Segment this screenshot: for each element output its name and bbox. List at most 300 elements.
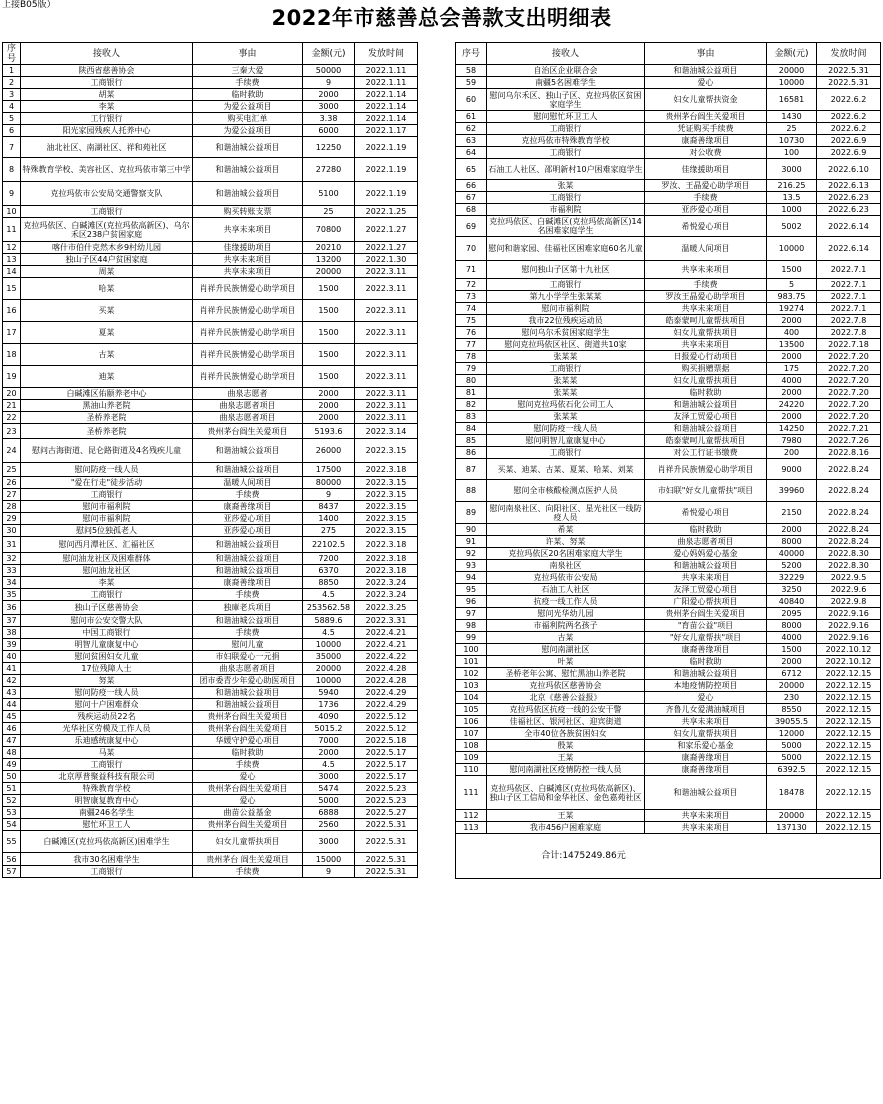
- date-cell: 2022.6.23: [817, 192, 881, 204]
- reason-cell: 肖祥升民族情爱心助学项目: [645, 459, 767, 480]
- reason-cell: 共享未来项目: [645, 716, 767, 728]
- serial-cell: 57: [3, 866, 21, 878]
- date-cell: 2022.3.31: [355, 615, 418, 627]
- recipient-cell: 光华社区劳模及工作人员: [21, 723, 193, 735]
- recipient-cell: 工商银行: [21, 206, 193, 218]
- table-row: [3, 366, 418, 388]
- recipient-cell: "爱在行走"徒步活动: [21, 477, 193, 489]
- date-cell: 2022.5.23: [355, 795, 418, 807]
- amount-cell: 8550: [767, 704, 817, 716]
- recipient-cell: 李某: [21, 577, 193, 589]
- amount-cell: 20210: [303, 242, 355, 254]
- recipient-cell: 夏某: [21, 322, 193, 344]
- amount-cell: 9: [303, 77, 355, 89]
- recipient-cell: 慰问市福利院: [21, 513, 193, 525]
- date-cell: 2022.7.20: [817, 399, 881, 411]
- recipient-cell: 黑油山养老院: [21, 400, 193, 412]
- reason-cell: 贵州茅台阎生关爱项目: [193, 723, 303, 735]
- serial-cell: 49: [3, 759, 21, 771]
- reason-cell: 妇女儿童帮扶项目: [645, 375, 767, 387]
- recipient-cell: 慰问乌尔禾贫困家庭学生: [487, 327, 645, 339]
- amount-cell: 230: [767, 692, 817, 704]
- serial-cell: 81: [456, 387, 487, 399]
- amount-cell: 6000: [303, 125, 355, 137]
- amount-cell: 983.75: [767, 291, 817, 303]
- table-row: [3, 278, 418, 300]
- table-row: [456, 822, 881, 834]
- table-row: [3, 783, 418, 795]
- reason-cell: 康裔善缘项目: [645, 644, 767, 656]
- table-row: [3, 853, 418, 866]
- reason-cell: 温暖人间项目: [193, 477, 303, 489]
- serial-cell: 59: [456, 77, 487, 89]
- recipient-cell: 张某某: [487, 411, 645, 423]
- serial-cell: 64: [456, 147, 487, 159]
- recipient-cell: 买某: [21, 300, 193, 322]
- recipient-cell: 白碱滩区(克拉玛依高新区)困难学生: [21, 831, 193, 853]
- amount-cell: 7200: [303, 553, 355, 565]
- serial-cell: 25: [3, 463, 21, 477]
- date-cell: 2022.8.30: [817, 548, 881, 560]
- table-row: [3, 400, 418, 412]
- amount-cell: 5200: [767, 560, 817, 572]
- recipient-cell: 慰问慰忙环卫工人: [487, 111, 645, 123]
- reason-cell: 和谐油城公益项目: [193, 137, 303, 158]
- amount-cell: 8000: [767, 620, 817, 632]
- date-cell: 2022.1.14: [355, 89, 418, 101]
- reason-cell: 共享未来项目: [645, 810, 767, 822]
- amount-cell: 7000: [303, 735, 355, 747]
- header-date: 发放时间: [355, 43, 418, 65]
- serial-cell: 30: [3, 525, 21, 537]
- serial-cell: 29: [3, 513, 21, 525]
- serial-cell: 105: [456, 704, 487, 716]
- date-cell: 2022.12.15: [817, 752, 881, 764]
- date-cell: 2022.3.15: [355, 489, 418, 501]
- date-cell: 2022.5.12: [355, 723, 418, 735]
- table-row: [456, 123, 881, 135]
- date-cell: 2022.3.18: [355, 463, 418, 477]
- date-cell: 2022.5.27: [355, 807, 418, 819]
- recipient-cell: 克拉玛依市特殊教育学校: [487, 135, 645, 147]
- amount-cell: 27280: [303, 158, 355, 182]
- reason-cell: 手续费: [645, 279, 767, 291]
- recipient-cell: 南泉社区: [487, 560, 645, 572]
- amount-cell: 2000: [767, 524, 817, 536]
- reason-cell: 曲苗公益基金: [193, 807, 303, 819]
- date-cell: 2022.10.12: [817, 656, 881, 668]
- date-cell: 2022.4.21: [355, 639, 418, 651]
- amount-cell: 20000: [303, 266, 355, 278]
- recipient-cell: 慰问全市核酸检测点医护人员: [487, 480, 645, 502]
- recipient-cell: 古某: [21, 344, 193, 366]
- serial-cell: 92: [456, 548, 487, 560]
- reason-cell: 爱心妈妈爱心基金: [645, 548, 767, 560]
- date-cell: 2022.1.27: [355, 218, 418, 242]
- recipient-cell: 抗疫一线工作人员: [487, 596, 645, 608]
- reason-cell: 团市委青少年爱心助医项目: [193, 675, 303, 687]
- recipient-cell: 圣桥养老院: [21, 412, 193, 424]
- table-row: [3, 577, 418, 589]
- amount-cell: 2000: [767, 351, 817, 363]
- recipient-cell: 南疆246名学生: [21, 807, 193, 819]
- amount-cell: 4000: [767, 375, 817, 387]
- serial-cell: 99: [456, 632, 487, 644]
- serial-cell: 51: [3, 783, 21, 795]
- reason-cell: 独庫老兵项目: [193, 601, 303, 615]
- serial-cell: 8: [3, 158, 21, 182]
- date-cell: 2022.6.13: [817, 180, 881, 192]
- serial-cell: 43: [3, 687, 21, 699]
- reason-cell: 手续费: [193, 759, 303, 771]
- amount-cell: 5000: [303, 795, 355, 807]
- serial-cell: 18: [3, 344, 21, 366]
- amount-cell: 20000: [767, 810, 817, 822]
- amount-cell: 3250: [767, 584, 817, 596]
- table-row: [456, 560, 881, 572]
- table-row: [3, 424, 418, 439]
- serial-cell: 58: [456, 65, 487, 77]
- date-cell: 2022.9.16: [817, 620, 881, 632]
- date-cell: 2022.3.15: [355, 513, 418, 525]
- date-cell: 2022.7.20: [817, 375, 881, 387]
- date-cell: 2022.12.15: [817, 668, 881, 680]
- amount-cell: 1500: [303, 300, 355, 322]
- serial-cell: 19: [3, 366, 21, 388]
- amount-cell: 6888: [303, 807, 355, 819]
- reason-cell: 广阳爱心帮扶项目: [645, 596, 767, 608]
- table-row: [456, 480, 881, 502]
- serial-cell: 16: [3, 300, 21, 322]
- table-row: [456, 704, 881, 716]
- expenditure-table-right: [455, 42, 881, 879]
- recipient-cell: 张某某: [487, 375, 645, 387]
- serial-cell: 69: [456, 216, 487, 237]
- serial-cell: 11: [3, 218, 21, 242]
- serial-cell: 89: [456, 502, 487, 524]
- reason-cell: 手续费: [193, 489, 303, 501]
- amount-cell: 2560: [303, 819, 355, 831]
- table-row: [456, 261, 881, 279]
- serial-cell: 52: [3, 795, 21, 807]
- date-cell: 2022.7.1: [817, 303, 881, 315]
- reason-cell: 手续费: [193, 866, 303, 878]
- serial-cell: 73: [456, 291, 487, 303]
- table-row: [3, 553, 418, 565]
- amount-cell: 2095: [767, 608, 817, 620]
- amount-cell: 2150: [767, 502, 817, 524]
- table-row: [456, 502, 881, 524]
- reason-cell: 友泽工贸爱心项目: [645, 584, 767, 596]
- reason-cell: 和谐油城公益项目: [193, 182, 303, 206]
- recipient-cell: 慰问光华幼儿园: [487, 608, 645, 620]
- recipient-cell: 工商银行: [21, 589, 193, 601]
- table-row: [456, 716, 881, 728]
- serial-cell: 12: [3, 242, 21, 254]
- amount-cell: 5474: [303, 783, 355, 795]
- serial-cell: 2: [3, 77, 21, 89]
- reason-cell: 贵州茅台 阎生关爱项目: [193, 853, 303, 866]
- recipient-cell: 克拉玛依区、白碱滩区(克拉玛依高新区)14名困难家庭学生: [487, 216, 645, 237]
- amount-cell: 1000: [767, 204, 817, 216]
- reason-cell: 临时救助: [645, 387, 767, 399]
- reason-cell: 康裔善缘项目: [645, 764, 767, 776]
- recipient-cell: 特殊教育学校: [21, 783, 193, 795]
- edition-label: 上接B05版）: [2, 0, 56, 10]
- table-row: [456, 216, 881, 237]
- serial-cell: 65: [456, 159, 487, 180]
- date-cell: 2022.4.21: [355, 627, 418, 639]
- recipient-cell: 慰问克拉玛依区社区、街道共10家: [487, 339, 645, 351]
- serial-cell: 79: [456, 363, 487, 375]
- reason-cell: 为爱公益项目: [193, 125, 303, 137]
- serial-cell: 35: [3, 589, 21, 601]
- date-cell: 2022.12.15: [817, 822, 881, 834]
- date-cell: 2022.7.20: [817, 351, 881, 363]
- amount-cell: 137130: [767, 822, 817, 834]
- amount-cell: 15000: [303, 853, 355, 866]
- reason-cell: 曲泉志愿者: [193, 388, 303, 400]
- date-cell: 2022.3.18: [355, 565, 418, 577]
- table-row: [3, 242, 418, 254]
- amount-cell: 20000: [767, 680, 817, 692]
- serial-cell: 10: [3, 206, 21, 218]
- recipient-cell: 慰问油龙社区及困难群体: [21, 553, 193, 565]
- amount-cell: 10000: [303, 639, 355, 651]
- reason-cell: 皓泰蒙呵儿童帮扶项目: [645, 435, 767, 447]
- amount-cell: 14250: [767, 423, 817, 435]
- amount-cell: 8000: [767, 536, 817, 548]
- serial-cell: 7: [3, 137, 21, 158]
- date-cell: 2022.3.11: [355, 322, 418, 344]
- date-cell: 2022.3.14: [355, 424, 418, 439]
- amount-cell: 4.5: [303, 589, 355, 601]
- amount-cell: 1500: [767, 261, 817, 279]
- recipient-cell: 工商银行: [487, 123, 645, 135]
- amount-cell: 5889.6: [303, 615, 355, 627]
- date-cell: 2022.6.23: [817, 204, 881, 216]
- date-cell: 2022.9.8: [817, 596, 881, 608]
- serial-cell: 4: [3, 101, 21, 113]
- recipient-cell: 我市456户困难家庭: [487, 822, 645, 834]
- date-cell: 2022.3.15: [355, 525, 418, 537]
- recipient-cell: 慰问市福利院: [487, 303, 645, 315]
- table-row: [3, 687, 418, 699]
- date-cell: 2022.12.15: [817, 776, 881, 810]
- recipient-cell: 王某: [487, 810, 645, 822]
- table-row: [456, 65, 881, 77]
- reason-cell: 康裔善缘项目: [193, 501, 303, 513]
- serial-cell: 101: [456, 656, 487, 668]
- table-row: [456, 584, 881, 596]
- reason-cell: 和谐油城公益项目: [645, 399, 767, 411]
- amount-cell: 6370: [303, 565, 355, 577]
- recipient-cell: 我市30名困难学生: [21, 853, 193, 866]
- recipient-cell: 独山子区慈善协会: [21, 601, 193, 615]
- date-cell: 2022.7.1: [817, 261, 881, 279]
- reason-cell: 和谐油城公益项目: [193, 615, 303, 627]
- reason-cell: "育苗公益"项目: [645, 620, 767, 632]
- date-cell: 2022.7.26: [817, 435, 881, 447]
- table-row: [3, 525, 418, 537]
- table-row: [3, 759, 418, 771]
- recipient-cell: 慰问南湖社区: [487, 644, 645, 656]
- serial-cell: 33: [3, 565, 21, 577]
- date-cell: 2022.7.1: [817, 291, 881, 303]
- reason-cell: 临时救助: [193, 747, 303, 759]
- reason-cell: 手续费: [193, 77, 303, 89]
- serial-cell: 78: [456, 351, 487, 363]
- table-row: [3, 388, 418, 400]
- table-row: [456, 111, 881, 123]
- date-cell: 2022.3.24: [355, 577, 418, 589]
- date-cell: 2022.5.23: [355, 783, 418, 795]
- table-row: [3, 125, 418, 137]
- date-cell: 2022.1.11: [355, 65, 418, 77]
- date-cell: 2022.6.14: [817, 216, 881, 237]
- amount-cell: 2000: [767, 656, 817, 668]
- serial-cell: 36: [3, 601, 21, 615]
- date-cell: 2022.8.24: [817, 502, 881, 524]
- table-row: [3, 639, 418, 651]
- reason-cell: 皓泰蒙呵儿童帮扶项目: [645, 315, 767, 327]
- serial-cell: 15: [3, 278, 21, 300]
- date-cell: 2022.1.19: [355, 137, 418, 158]
- amount-cell: 253562.58: [303, 601, 355, 615]
- recipient-cell: 工商银行: [487, 192, 645, 204]
- serial-cell: 22: [3, 412, 21, 424]
- recipient-cell: 努某: [21, 675, 193, 687]
- table-row: [3, 77, 418, 89]
- reason-cell: 爱心: [193, 795, 303, 807]
- amount-cell: 1500: [767, 644, 817, 656]
- date-cell: 2022.5.12: [355, 711, 418, 723]
- recipient-cell: 克拉玛依区慈善协会: [487, 680, 645, 692]
- table-row: [456, 135, 881, 147]
- date-cell: 2022.3.11: [355, 300, 418, 322]
- reason-cell: 贵州茅台阎生关爱项目: [193, 783, 303, 795]
- recipient-cell: 慰问明智儿童康复中心: [487, 435, 645, 447]
- recipient-cell: 自治区企业联合会: [487, 65, 645, 77]
- amount-cell: 25: [767, 123, 817, 135]
- reason-cell: 贵州茅台阎生关爱项目: [193, 819, 303, 831]
- reason-cell: 贵州茅台阎生关爱项目: [645, 111, 767, 123]
- serial-cell: 96: [456, 596, 487, 608]
- date-cell: 2022.4.29: [355, 699, 418, 711]
- table-row: [456, 656, 881, 668]
- header-recipient: 接收人: [21, 43, 193, 65]
- table-row: [456, 363, 881, 375]
- recipient-cell: 希某: [487, 524, 645, 536]
- header-date: 发放时间: [817, 43, 881, 65]
- amount-cell: 12000: [767, 728, 817, 740]
- reason-cell: 和谐油城公益项目: [193, 699, 303, 711]
- table-row: [456, 740, 881, 752]
- date-cell: 2022.1.17: [355, 125, 418, 137]
- recipient-cell: 慰问市福利院: [21, 501, 193, 513]
- recipient-cell: 慰问克拉玛依石化公司工人: [487, 399, 645, 411]
- serial-cell: 110: [456, 764, 487, 776]
- date-cell: 2022.3.11: [355, 278, 418, 300]
- table-row: [456, 447, 881, 459]
- amount-cell: 100: [767, 147, 817, 159]
- recipient-cell: 白碱滩区佑颐养老中心: [21, 388, 193, 400]
- table-row: [3, 675, 418, 687]
- amount-cell: 2000: [767, 315, 817, 327]
- amount-cell: 24220: [767, 399, 817, 411]
- amount-cell: 80000: [303, 477, 355, 489]
- reason-cell: 三秦大爱: [193, 65, 303, 77]
- amount-cell: 3000: [303, 771, 355, 783]
- table-row: [3, 489, 418, 501]
- amount-cell: 1400: [303, 513, 355, 525]
- amount-cell: 9: [303, 866, 355, 878]
- reason-cell: 共享未来项目: [193, 218, 303, 242]
- reason-cell: 和谐油城公益项目: [193, 687, 303, 699]
- reason-cell: 手续费: [193, 589, 303, 601]
- table-row: [456, 315, 881, 327]
- date-cell: 2022.12.15: [817, 810, 881, 822]
- reason-cell: 妇女儿童帮扶资金: [645, 89, 767, 111]
- date-cell: 2022.10.12: [817, 644, 881, 656]
- recipient-cell: 张某某: [487, 351, 645, 363]
- serial-cell: 13: [3, 254, 21, 266]
- amount-cell: 5940: [303, 687, 355, 699]
- reason-cell: 肖祥升民族情爱心助学项目: [193, 278, 303, 300]
- header-recipient: 接收人: [487, 43, 645, 65]
- date-cell: 2022.3.11: [355, 366, 418, 388]
- recipient-cell: 克拉玛依市公安局: [487, 572, 645, 584]
- amount-cell: 10730: [767, 135, 817, 147]
- table-row: [456, 596, 881, 608]
- date-cell: 2022.3.18: [355, 537, 418, 553]
- serial-cell: 47: [3, 735, 21, 747]
- serial-cell: 90: [456, 524, 487, 536]
- recipient-cell: 工商银行: [21, 77, 193, 89]
- recipient-cell: 明智康复教育中心: [21, 795, 193, 807]
- recipient-cell: 许某、努某: [487, 536, 645, 548]
- table-row: [3, 344, 418, 366]
- amount-cell: 8437: [303, 501, 355, 513]
- reason-cell: 妇女儿童帮扶项目: [193, 831, 303, 853]
- serial-cell: 55: [3, 831, 21, 853]
- reason-cell: 共享未来项目: [193, 266, 303, 278]
- table-row: [3, 663, 418, 675]
- serial-cell: 27: [3, 489, 21, 501]
- amount-cell: 9: [303, 489, 355, 501]
- date-cell: 2022.4.29: [355, 687, 418, 699]
- table-row: [3, 266, 418, 278]
- reason-cell: 市妇联"好女儿童帮扶"项目: [645, 480, 767, 502]
- serial-cell: 86: [456, 447, 487, 459]
- amount-cell: 216.25: [767, 180, 817, 192]
- table-row: [3, 589, 418, 601]
- amount-cell: 1500: [303, 278, 355, 300]
- table-row: [3, 627, 418, 639]
- date-cell: 2022.3.11: [355, 388, 418, 400]
- amount-cell: 18478: [767, 776, 817, 810]
- reason-cell: 肖祥升民族情爱心助学项目: [193, 322, 303, 344]
- recipient-cell: 慰问独山子区第十九社区: [487, 261, 645, 279]
- reason-cell: 临时救助: [193, 89, 303, 101]
- recipient-cell: 市福利院两名孩子: [487, 620, 645, 632]
- serial-cell: 60: [456, 89, 487, 111]
- reason-cell: 华媛守护爱心项目: [193, 735, 303, 747]
- recipient-cell: 张某某: [487, 387, 645, 399]
- amount-cell: 12250: [303, 137, 355, 158]
- serial-cell: 83: [456, 411, 487, 423]
- recipient-cell: 慰问防疫一线人员: [487, 423, 645, 435]
